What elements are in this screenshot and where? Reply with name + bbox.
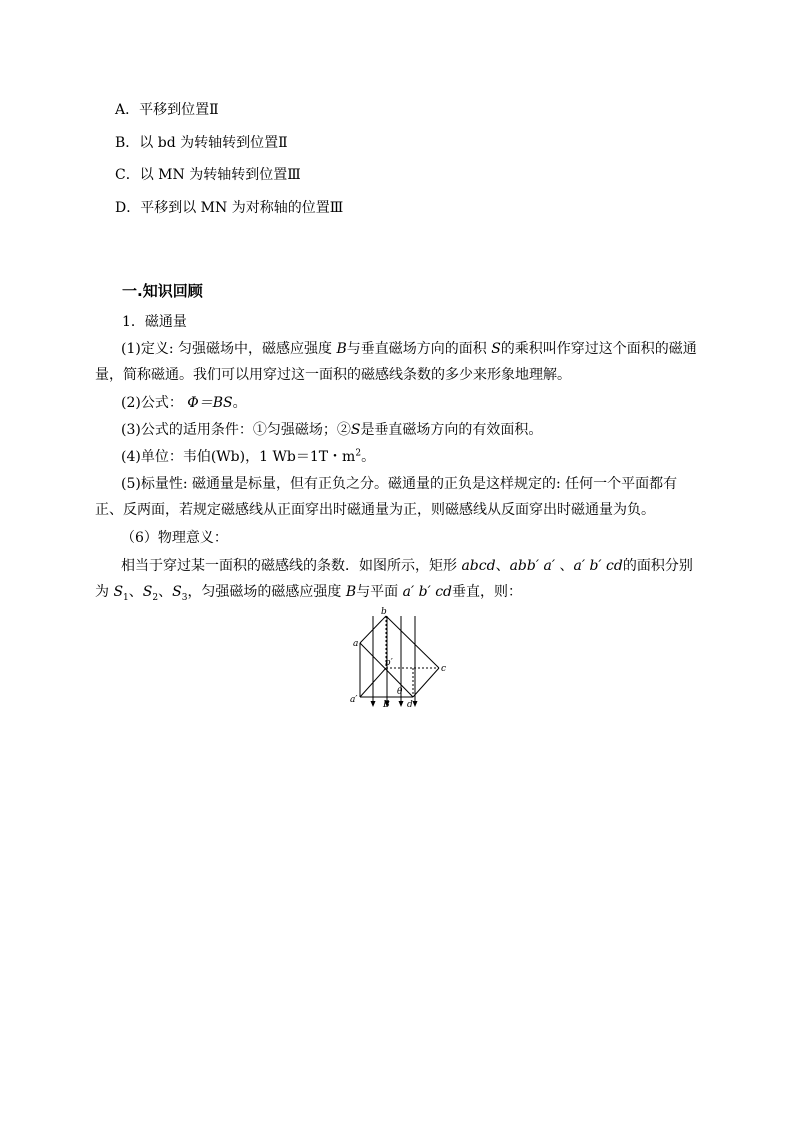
scalar-paragraph: (5)标量性: 磁通量是标量，但有正负之分。磁通量的正负是这样规定的: 任何一个平面都有正、反两面，若规定磁感线从正面穿出时磁通量为正，则磁感线从反面穿出时磁通量为负。 <box>95 476 678 518</box>
arrow-head <box>399 701 404 707</box>
option-c: C．以 MN 为转轴转到位置Ⅲ <box>115 167 301 183</box>
meaning-heading: （6）物理意义： <box>121 530 228 546</box>
edge-cd <box>413 668 439 697</box>
edge-bc <box>386 616 439 668</box>
label-a: a <box>353 639 359 649</box>
option-b: B．以 bd 为转轴转到位置Ⅱ <box>115 135 288 151</box>
definition-paragraph: (1)定义: 匀强磁场中，磁感应强度 B与垂直磁场方向的面积 S的乘积叫作穿过这个面积的磁通量，简称磁通。我们可以用穿过这一面积的磁感线条数的多少来形象地理解。 <box>95 341 697 383</box>
label-b-prime: b′ <box>385 658 393 668</box>
label-B: B <box>383 700 390 710</box>
label-d: d <box>407 700 413 710</box>
magnetic-flux-figure <box>345 606 450 711</box>
section-title: 一.知识回顾 <box>122 282 203 300</box>
label-b: b <box>381 607 387 617</box>
option-a: A．平移到位置Ⅱ <box>115 102 219 118</box>
arrow-head <box>371 701 376 707</box>
label-c: c <box>441 664 447 674</box>
formula-line: (2)公式： Φ＝BS。 <box>121 395 247 411</box>
condition-line: (3)公式的适用条件：①匀强磁场；②S是垂直磁场方向的有效面积。 <box>121 422 543 438</box>
subheading-magnetic-flux: 1．磁通量 <box>122 314 187 330</box>
description-paragraph: 相当于穿过某一面积的磁感线的条数．如图所示，矩形 abcd、abb′ a′ 、a′ b′ cd的面积分别为 $S_1$、$S_2$、$S_3$，匀强磁场的磁感应强度 B与平面 a′ b′ cd垂直，则： <box>95 558 693 603</box>
arrow-head <box>413 701 418 707</box>
label-theta: θ <box>397 687 403 697</box>
option-d: D．平移到以 MN 为对称轴的位置Ⅲ <box>115 200 344 216</box>
unit-line: (4)单位：韦伯(Wb)，1 Wb＝1T・$m^2$。 <box>121 448 376 465</box>
label-a-prime: a′ <box>350 695 358 705</box>
